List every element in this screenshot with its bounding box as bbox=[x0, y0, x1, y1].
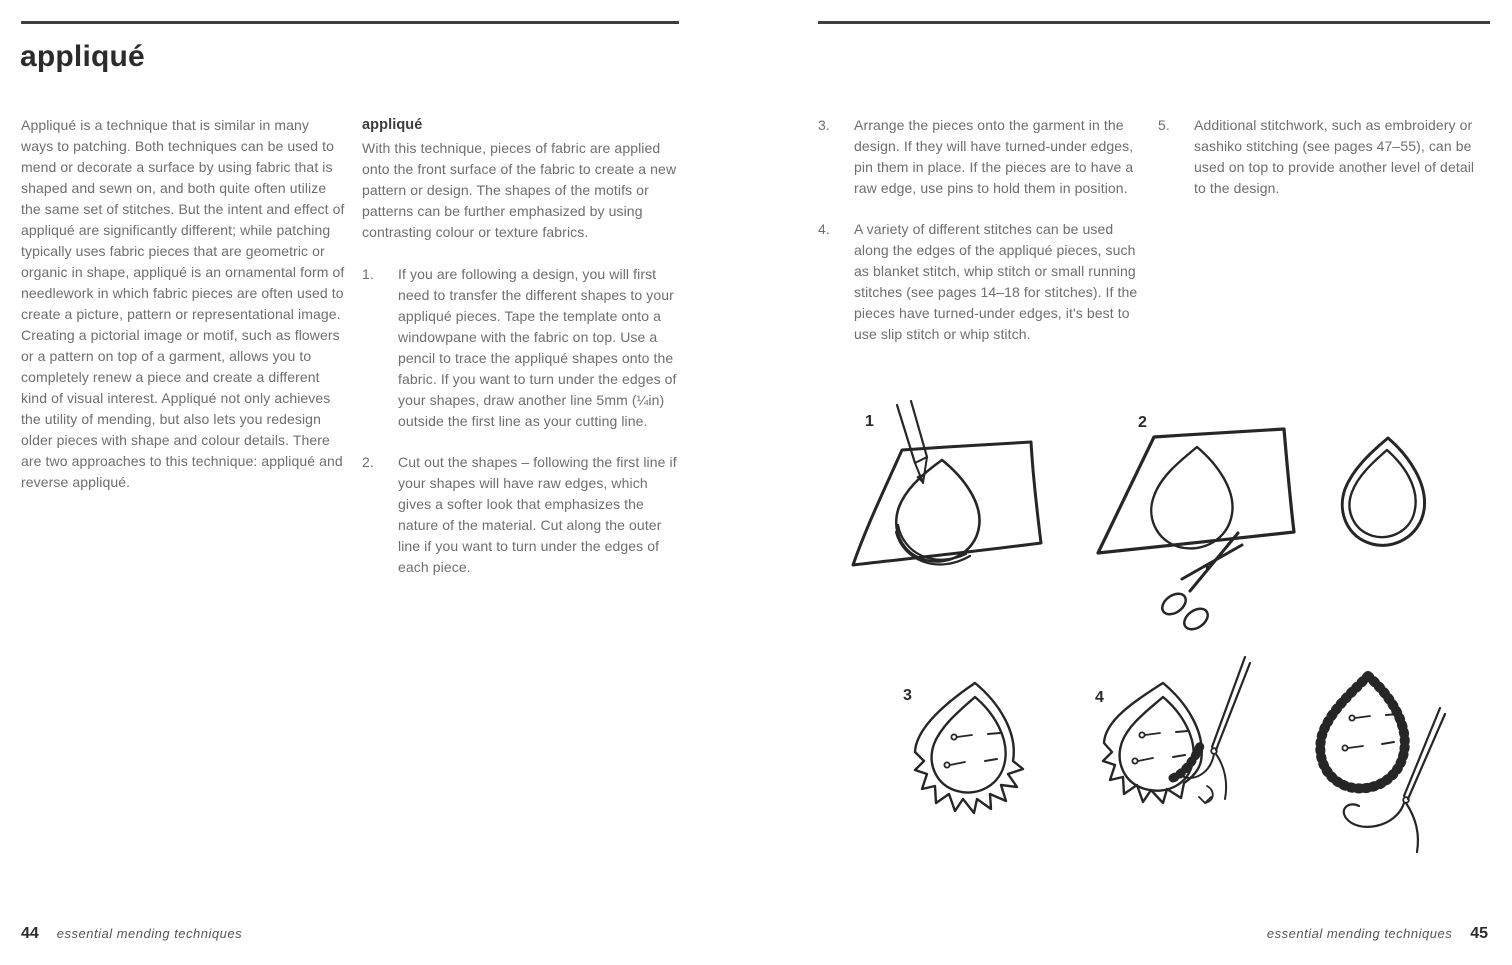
right-page-steps-column-b bbox=[1158, 115, 1480, 219]
stitch-direction-arrow bbox=[1199, 786, 1213, 803]
pin-tip-dash bbox=[1386, 714, 1398, 715]
thread bbox=[1344, 803, 1404, 827]
step-item-5 bbox=[1158, 115, 1480, 199]
section-heading: appliqué bbox=[362, 117, 423, 133]
figure-3-label: 3 bbox=[903, 687, 912, 704]
step-number: 1. bbox=[362, 266, 374, 282]
tracing-illustration bbox=[845, 405, 1045, 610]
left-page-intro-column bbox=[21, 115, 345, 493]
step-text: If you are following a design, you will first need to transfer the different shapes to your appliqué pieces. Tape the template onto a windowpane with the fabric on top. Use a pencil to trace the appliqué shapes onto the fabric. If you want to turn under the edges of your shapes, draw another line 5mm (¼in) outside the first line as your cutting line. bbox=[398, 266, 677, 429]
page-number: 45 bbox=[1470, 925, 1488, 942]
step-text: Arrange the pieces onto the garment in the design. If they will have turned-under edges, pin them in place. If the pieces are to have a raw edge, use pins to hold them in position. bbox=[854, 117, 1134, 196]
right-page-steps-column-a bbox=[818, 115, 1140, 365]
pin-icon bbox=[951, 734, 972, 739]
needle-icon bbox=[1403, 708, 1445, 803]
pinked-outer-edge bbox=[1103, 683, 1202, 803]
pin-tip-dash bbox=[988, 733, 1000, 734]
cutting-illustration bbox=[1090, 405, 1300, 635]
figure-step-2 bbox=[1090, 405, 1300, 635]
left-page-top-rule bbox=[21, 21, 679, 24]
figure-1-label: 1 bbox=[865, 413, 874, 430]
thread bbox=[1406, 803, 1418, 852]
steps-list-left bbox=[362, 264, 684, 578]
intro-paragraph: Appliqué is a technique that is similar in many ways to patching. Both techniques can be used to mend or decorate a surface by using fabric that is shaped and sewn on, and both quite often utilize the same set of stitches. But the intent and effect of appliqué are significantly different; while patching typically uses fabric pieces that are geometric or organic in shape, appliqué is an ornamental form of needlework in which fabric pieces are often used to create a picture, pattern or representational image. Creating a pictorial image or motif, such as flowers or a pattern on top of a garment, allows you to completely renew a piece and create a different kind of visual interest. Appliqué not only achieves the utility of mending, but also lets you redesign older pieces with shape and colour details. There are two approaches to this technique: appliqué and reverse appliqué. bbox=[21, 117, 345, 490]
fabric-square bbox=[853, 442, 1041, 565]
figure-step-3 bbox=[895, 675, 1045, 825]
pencil-icon bbox=[897, 401, 927, 483]
right-page-footer bbox=[1267, 925, 1488, 943]
traced-teardrop bbox=[1151, 447, 1232, 548]
step-item-3 bbox=[818, 115, 1140, 199]
step-text: Cut out the shapes – following the first line if your shapes will have raw edges, which gives a softer look that emphasizes the nature of the material. Cut along the outer line if you want to turn under the edges of each piece. bbox=[398, 454, 677, 575]
pin-icon bbox=[1139, 732, 1160, 737]
section-body: With this technique, pieces of fabric are applied onto the front surface of the fabric to create a new pattern or design. The shapes of the motifs or patterns can be further emphasized by using contrasting colour or texture fabrics. bbox=[362, 140, 677, 240]
step-item-2 bbox=[362, 452, 684, 578]
running-foot-title: essential mending techniques bbox=[56, 926, 243, 941]
figure-finished-applique bbox=[1282, 660, 1462, 860]
right-page-top-rule bbox=[818, 21, 1490, 24]
pin-icon bbox=[944, 762, 965, 768]
thread bbox=[1216, 754, 1226, 799]
step-number: 2. bbox=[362, 454, 374, 470]
steps-list-right-b bbox=[1158, 115, 1480, 199]
figure-2-label: 2 bbox=[1138, 414, 1147, 431]
page-number: 44 bbox=[21, 925, 39, 942]
pin-tip-dash bbox=[985, 759, 997, 761]
cutout-teardrop-illustration bbox=[1325, 432, 1447, 560]
step-number: 3. bbox=[818, 117, 830, 133]
whip-stitch-ticks bbox=[1320, 676, 1405, 788]
running-foot-title: essential mending techniques bbox=[1266, 926, 1453, 941]
inner-fold-line bbox=[1350, 450, 1416, 537]
needle-icon bbox=[1211, 657, 1250, 754]
step-number: 5. bbox=[1158, 117, 1170, 133]
applique-teardrop bbox=[932, 697, 1006, 793]
left-page-steps-column bbox=[362, 115, 684, 598]
pin-tip-dash bbox=[1382, 742, 1394, 744]
pin-icon bbox=[1132, 758, 1153, 764]
left-page-footer bbox=[21, 925, 242, 943]
finished-applique-illustration bbox=[1282, 660, 1462, 860]
steps-list-right-a bbox=[818, 115, 1140, 345]
figure-step-1 bbox=[845, 405, 1045, 610]
step-item-4 bbox=[818, 219, 1140, 345]
step-text: A variety of different stitches can be used along the edges of the appliqué pieces, such as blanket stitch, whip stitch or small running stitches (see pages 14–18 for stitches). If the pieces have turned-under edges, it's best to use slip stitch or whip stitch. bbox=[854, 221, 1138, 342]
pin-tip-dash bbox=[1176, 731, 1188, 732]
step-number: 4. bbox=[818, 221, 830, 237]
pin-tip-dash bbox=[1173, 755, 1185, 757]
figure-4-label: 4 bbox=[1095, 689, 1104, 706]
step-item-1 bbox=[362, 264, 684, 432]
pin-icon bbox=[1349, 715, 1370, 720]
pin-icon bbox=[1342, 745, 1363, 750]
stitching-illustration bbox=[1085, 655, 1260, 825]
figure-cutout-piece bbox=[1325, 432, 1447, 560]
figure-step-4 bbox=[1085, 655, 1260, 825]
step-text: Additional stitchwork, such as embroidery or sashiko stitching (see pages 47–55), can be used on top to provide another level of detail to the design. bbox=[1194, 117, 1475, 196]
pinned-applique-illustration bbox=[895, 675, 1045, 825]
page-title: appliqué bbox=[20, 40, 145, 73]
